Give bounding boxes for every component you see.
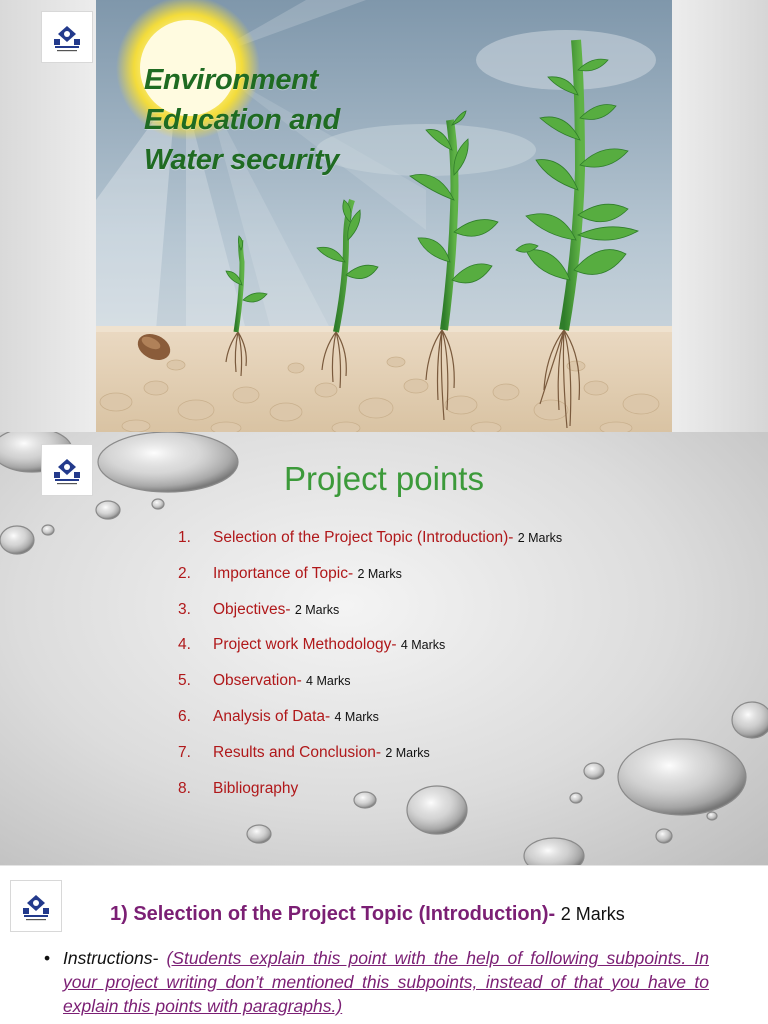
project-points-title	[0, 460, 768, 498]
list-item	[178, 528, 562, 564]
item-number: 2.	[178, 564, 191, 582]
environment-title	[144, 60, 374, 180]
item-marks: 2 Marks	[357, 566, 402, 581]
section-heading-text: 1) Selection of the Project Topic (Introduction)-	[110, 903, 556, 925]
slide-selection-of-topic	[0, 865, 768, 1024]
item-text: Selection of the Project Topic (Introduction)-	[213, 529, 514, 546]
item-number: 3.	[178, 600, 191, 618]
section-heading-marks: 2 Marks	[560, 904, 625, 924]
item-marks: 4 Marks	[306, 674, 351, 689]
item-text: Objectives-	[213, 600, 291, 618]
item-number: 6.	[178, 707, 191, 725]
section-heading	[110, 903, 625, 926]
list-item	[178, 707, 562, 743]
list-item	[178, 671, 562, 707]
item-marks: 2 Marks	[517, 531, 563, 545]
title-line: Education and	[144, 104, 340, 136]
slide-environment-title	[0, 0, 768, 432]
institution-logo-icon	[10, 880, 62, 932]
item-marks: 4 Marks	[334, 709, 379, 724]
item-number: 8.	[178, 779, 191, 797]
instructions-label: Instructions-	[63, 948, 159, 968]
item-text: Importance of Topic-	[213, 564, 354, 582]
bullet: •	[44, 948, 51, 968]
list-item	[178, 635, 562, 671]
item-text: Project work Methodology-	[213, 636, 397, 654]
slide-project-points	[0, 432, 768, 865]
item-text: Bibliography	[213, 779, 299, 797]
title-line: Water security	[144, 144, 340, 176]
instructions-text: (Students explain this point with the help of following subpoints. In your project writing don’t mentioned this subpoints, instead of that you have to explain this points with paragraphs.)	[63, 948, 709, 1016]
instructions-paragraph	[44, 946, 709, 1018]
project-points-list	[178, 528, 562, 814]
title-line: Environment	[144, 64, 318, 96]
item-number: 7.	[178, 743, 191, 761]
item-number: 1.	[178, 529, 191, 546]
item-number: 5.	[178, 672, 191, 690]
institution-logo-icon	[41, 11, 93, 63]
item-marks: 2 Marks	[294, 602, 340, 617]
list-item	[178, 600, 562, 636]
item-number: 4.	[178, 636, 191, 654]
project-points-title-text: Project points	[284, 460, 484, 497]
list-item	[178, 743, 562, 779]
item-text: Observation-	[213, 672, 302, 690]
item-marks: 2 Marks	[385, 745, 430, 760]
item-marks: 4 Marks	[400, 638, 446, 653]
item-text: Analysis of Data-	[213, 707, 331, 725]
list-item	[178, 564, 562, 600]
item-text: Results and Conclusion-	[213, 743, 382, 761]
list-item	[178, 779, 562, 815]
